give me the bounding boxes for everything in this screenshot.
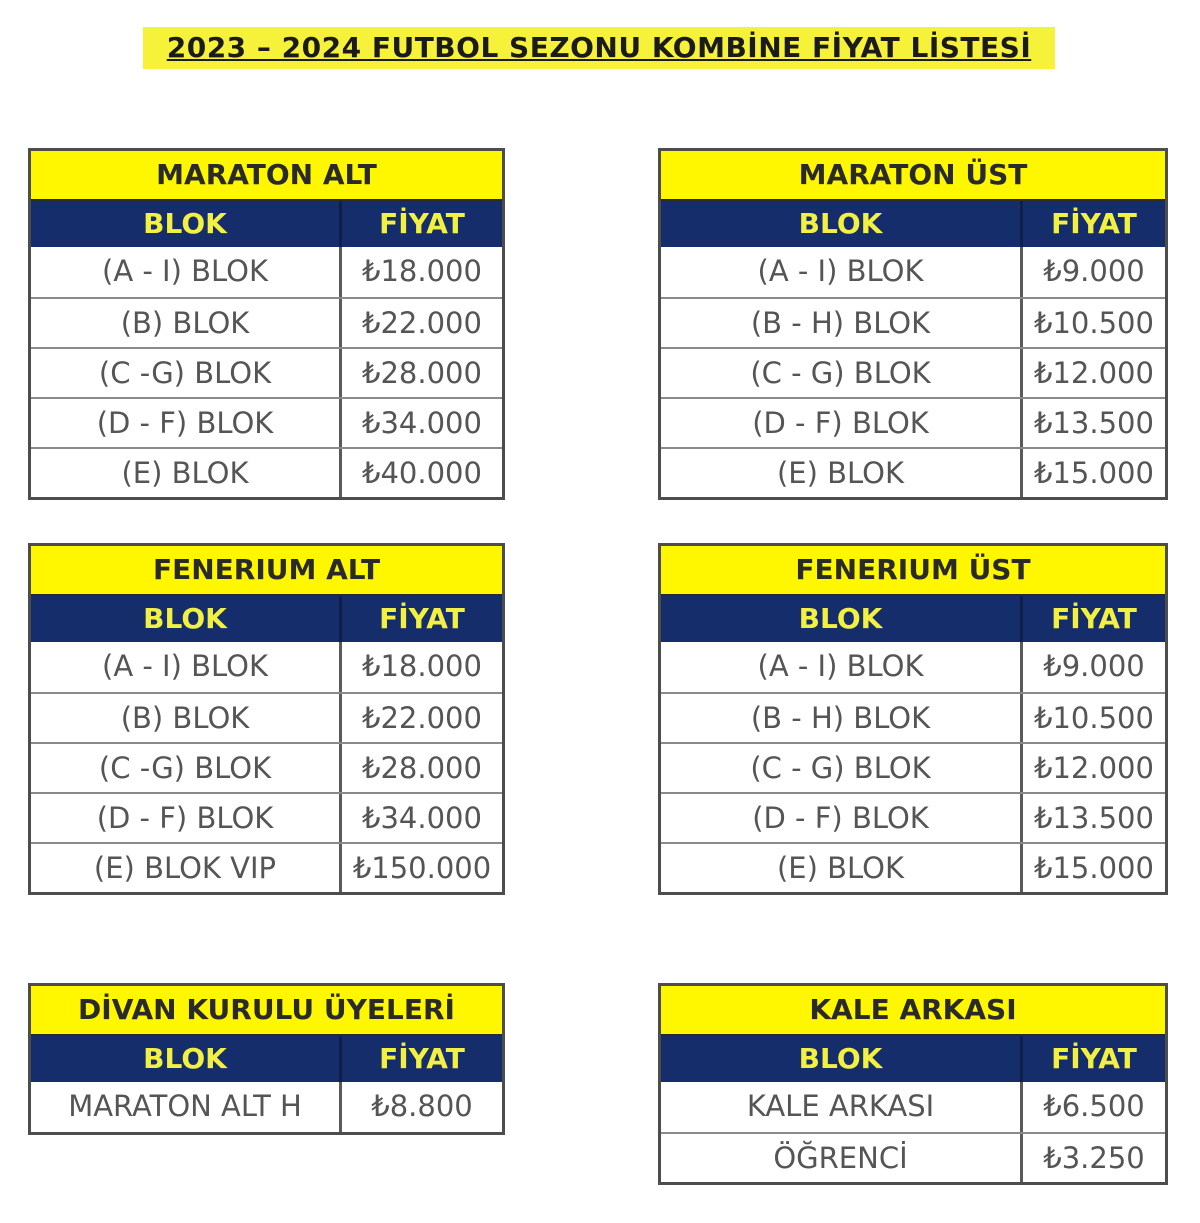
- price-cell: ₺12.000: [1034, 751, 1154, 785]
- table-kale-arkasi: [658, 983, 1168, 1185]
- block-cell: (E) BLOK VIP: [31, 844, 342, 892]
- table-row: [31, 692, 502, 742]
- block-cell: (A - I) BLOK: [31, 247, 342, 297]
- table-body: [661, 642, 1165, 892]
- column-header-price: FİYAT: [1051, 1042, 1137, 1075]
- block-cell: (A - I) BLOK: [31, 642, 342, 692]
- price-cell: ₺18.000: [362, 254, 482, 288]
- price-cell: ₺13.500: [1034, 406, 1154, 440]
- block-cell: (A - I) BLOK: [661, 247, 1023, 297]
- table-fenerium-alt: [28, 543, 505, 895]
- column-header-row: [31, 1036, 502, 1082]
- table-row: [661, 692, 1165, 742]
- table-row: [31, 347, 502, 397]
- table-row: [31, 642, 502, 692]
- table-heading: MARATON ALT: [31, 151, 502, 201]
- table-row: [661, 742, 1165, 792]
- price-cell: ₺6.500: [1043, 1089, 1145, 1123]
- block-cell: (D - F) BLOK: [31, 399, 342, 447]
- table-row: [661, 397, 1165, 447]
- table-heading: DİVAN KURULU ÜYELERİ: [31, 986, 502, 1036]
- column-header-price: FİYAT: [1051, 207, 1137, 240]
- block-cell: (E) BLOK: [661, 449, 1023, 497]
- price-cell: ₺12.000: [1034, 356, 1154, 390]
- block-cell: (D - F) BLOK: [31, 794, 342, 842]
- block-cell: (C - G) BLOK: [661, 744, 1023, 792]
- table-heading: FENERIUM ÜST: [661, 546, 1165, 596]
- price-cell: ₺22.000: [362, 306, 482, 340]
- table-row: [661, 1132, 1165, 1182]
- block-cell: (D - F) BLOK: [661, 399, 1023, 447]
- table-row: [31, 742, 502, 792]
- table-row: [661, 247, 1165, 297]
- table-row: [31, 397, 502, 447]
- block-cell: MARATON ALT H: [31, 1082, 342, 1132]
- block-cell: (B) BLOK: [31, 694, 342, 742]
- block-cell: KALE ARKASI: [661, 1082, 1023, 1132]
- table-row: [661, 297, 1165, 347]
- page-title: 2023 – 2024 FUTBOL SEZONU KOMBİNE FİYAT LİSTESİ: [143, 27, 1055, 69]
- block-cell: (E) BLOK: [661, 844, 1023, 892]
- table-row: [661, 792, 1165, 842]
- price-cell: ₺34.000: [362, 406, 482, 440]
- block-cell: (B - H) BLOK: [661, 694, 1023, 742]
- column-header-block: BLOK: [661, 1036, 1023, 1082]
- price-cell: ₺150.000: [352, 851, 492, 885]
- column-header-block: BLOK: [31, 1036, 342, 1082]
- price-cell: ₺3.250: [1043, 1141, 1145, 1175]
- price-cell: ₺10.500: [1034, 701, 1154, 735]
- column-header-row: [31, 596, 502, 642]
- table-divan-kurulu: [28, 983, 505, 1135]
- table-row: [31, 792, 502, 842]
- price-cell: ₺22.000: [362, 701, 482, 735]
- table-row: [31, 297, 502, 347]
- column-header-row: [661, 1036, 1165, 1082]
- table-body: [31, 247, 502, 497]
- block-cell: ÖĞRENCİ: [661, 1134, 1023, 1182]
- block-cell: (C - G) BLOK: [661, 349, 1023, 397]
- block-cell: (E) BLOK: [31, 449, 342, 497]
- table-row: [31, 1082, 502, 1132]
- price-cell: ₺28.000: [362, 356, 482, 390]
- table-row: [661, 1082, 1165, 1132]
- table-row: [31, 247, 502, 297]
- block-cell: (B) BLOK: [31, 299, 342, 347]
- table-body: [661, 1082, 1165, 1182]
- table-row: [661, 642, 1165, 692]
- table-body: [31, 1082, 502, 1132]
- column-header-block: BLOK: [31, 596, 342, 642]
- column-header-price: FİYAT: [1051, 602, 1137, 635]
- price-cell: ₺15.000: [1034, 851, 1154, 885]
- table-heading: MARATON ÜST: [661, 151, 1165, 201]
- block-cell: (B - H) BLOK: [661, 299, 1023, 347]
- table-body: [661, 247, 1165, 497]
- price-cell: ₺28.000: [362, 751, 482, 785]
- column-header-block: BLOK: [31, 201, 342, 247]
- price-cell: ₺9.000: [1043, 649, 1145, 683]
- table-heading: KALE ARKASI: [661, 986, 1165, 1036]
- block-cell: (C -G) BLOK: [31, 744, 342, 792]
- block-cell: (D - F) BLOK: [661, 794, 1023, 842]
- table-maraton-alt: [28, 148, 505, 500]
- price-cell: ₺13.500: [1034, 801, 1154, 835]
- column-header-price: FİYAT: [379, 602, 465, 635]
- column-header-block: BLOK: [661, 596, 1023, 642]
- column-header-row: [661, 201, 1165, 247]
- table-maraton-ust: [658, 148, 1168, 500]
- price-cell: ₺15.000: [1034, 456, 1154, 490]
- price-cell: ₺18.000: [362, 649, 482, 683]
- column-header-price: FİYAT: [379, 207, 465, 240]
- price-cell: ₺34.000: [362, 801, 482, 835]
- table-row: [661, 842, 1165, 892]
- price-cell: ₺8.800: [371, 1089, 473, 1123]
- table-heading: FENERIUM ALT: [31, 546, 502, 596]
- table-row: [31, 447, 502, 497]
- column-header-block: BLOK: [661, 201, 1023, 247]
- table-fenerium-ust: [658, 543, 1168, 895]
- block-cell: (A - I) BLOK: [661, 642, 1023, 692]
- block-cell: (C -G) BLOK: [31, 349, 342, 397]
- table-row: [661, 347, 1165, 397]
- table-row: [31, 842, 502, 892]
- column-header-row: [661, 596, 1165, 642]
- price-cell: ₺10.500: [1034, 306, 1154, 340]
- column-header-row: [31, 201, 502, 247]
- table-row: [661, 447, 1165, 497]
- price-cell: ₺40.000: [362, 456, 482, 490]
- table-body: [31, 642, 502, 892]
- column-header-price: FİYAT: [379, 1042, 465, 1075]
- price-cell: ₺9.000: [1043, 254, 1145, 288]
